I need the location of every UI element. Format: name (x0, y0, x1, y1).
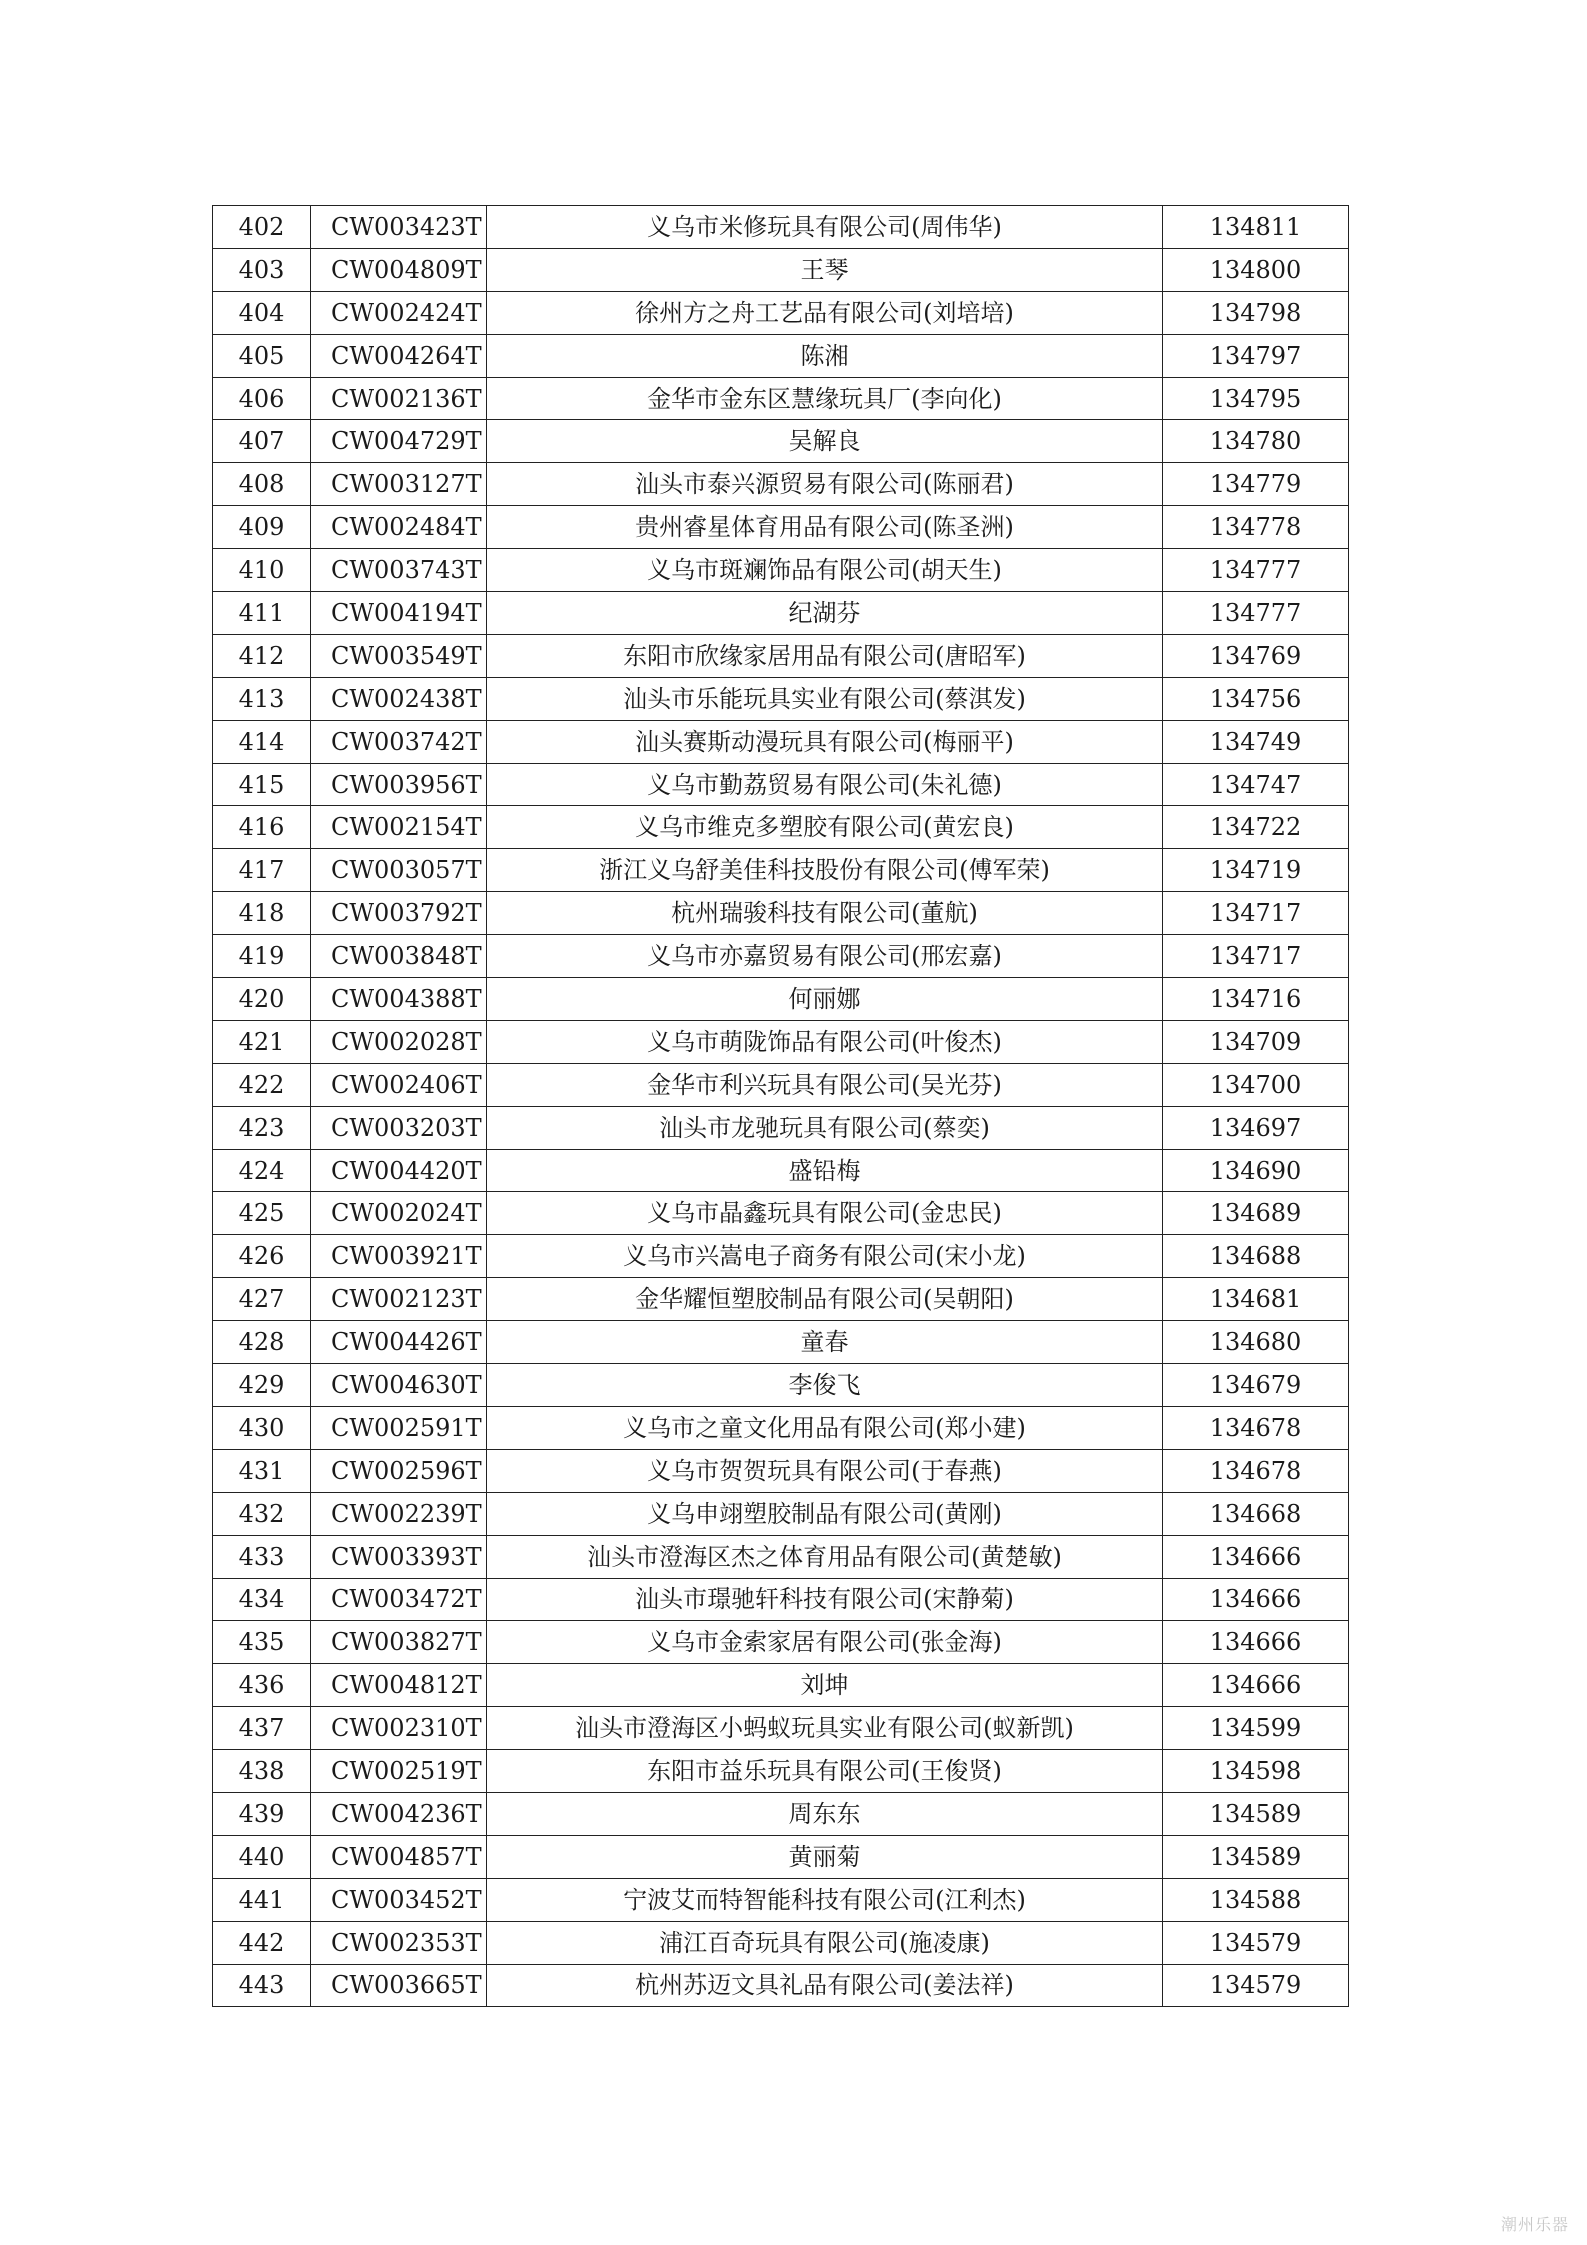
entry-code-cell: CW003549T (311, 634, 487, 677)
table-row (213, 1964, 1349, 2007)
score-cell: 134716 (1163, 978, 1349, 1021)
entrant-name-cell: 宁波艾而特智能科技有限公司(江利杰) (487, 1878, 1163, 1921)
score-cell: 134588 (1163, 1878, 1349, 1921)
table-row (213, 1492, 1349, 1535)
entrant-name-cell: 金华市金东区慧缘玩具厂(李向化) (487, 377, 1163, 420)
row-number-cell: 418 (213, 892, 311, 935)
score-cell: 134681 (1163, 1278, 1349, 1321)
table-row (213, 806, 1349, 849)
entry-code-cell: CW002484T (311, 506, 487, 549)
score-cell: 134719 (1163, 849, 1349, 892)
entry-code-cell: CW003743T (311, 549, 487, 592)
entry-code-cell: CW003393T (311, 1535, 487, 1578)
table-row (213, 1535, 1349, 1578)
score-cell: 134690 (1163, 1149, 1349, 1192)
entry-code-cell: CW003665T (311, 1964, 487, 2007)
row-number-cell: 432 (213, 1492, 311, 1535)
row-number-cell: 428 (213, 1321, 311, 1364)
entry-code-cell: CW003921T (311, 1235, 487, 1278)
entrant-name-cell: 义乌市金索家居有限公司(张金海) (487, 1621, 1163, 1664)
score-cell: 134679 (1163, 1364, 1349, 1407)
score-cell: 134678 (1163, 1449, 1349, 1492)
table-row (213, 291, 1349, 334)
entry-code-cell: CW004426T (311, 1321, 487, 1364)
table-row (213, 677, 1349, 720)
entry-code-cell: CW003472T (311, 1578, 487, 1621)
row-number-cell: 421 (213, 1020, 311, 1063)
entry-code-cell: CW002239T (311, 1492, 487, 1535)
row-number-cell: 409 (213, 506, 311, 549)
entry-code-cell: CW004630T (311, 1364, 487, 1407)
table-row (213, 377, 1349, 420)
table-row (213, 849, 1349, 892)
entrant-name-cell: 何丽娜 (487, 978, 1163, 1021)
entry-code-cell: CW002519T (311, 1750, 487, 1793)
entry-code-cell: CW004812T (311, 1664, 487, 1707)
table-row (213, 248, 1349, 291)
entry-code-cell: CW004729T (311, 420, 487, 463)
table-row (213, 549, 1349, 592)
score-cell: 134778 (1163, 506, 1349, 549)
score-cell: 134599 (1163, 1707, 1349, 1750)
table-row (213, 1878, 1349, 1921)
entrant-name-cell: 汕头市璟驰轩科技有限公司(宋静菊) (487, 1578, 1163, 1621)
entrant-name-cell: 汕头市澄海区杰之体育用品有限公司(黄楚敏) (487, 1535, 1163, 1578)
entrant-name-cell: 吴解良 (487, 420, 1163, 463)
entry-code-cell: CW003203T (311, 1106, 487, 1149)
row-number-cell: 437 (213, 1707, 311, 1750)
entrant-name-cell: 杭州瑞骏科技有限公司(董航) (487, 892, 1163, 935)
row-number-cell: 436 (213, 1664, 311, 1707)
row-number-cell: 422 (213, 1063, 311, 1106)
row-number-cell: 405 (213, 334, 311, 377)
table-row (213, 592, 1349, 635)
entrant-name-cell: 义乌市勤荔贸易有限公司(朱礼德) (487, 763, 1163, 806)
table-row (213, 935, 1349, 978)
table-row (213, 1321, 1349, 1364)
score-cell: 134798 (1163, 291, 1349, 334)
entrant-name-cell: 汕头市澄海区小蚂蚁玩具实业有限公司(蚁新凯) (487, 1707, 1163, 1750)
table-row (213, 1707, 1349, 1750)
row-number-cell: 402 (213, 206, 311, 249)
row-number-cell: 439 (213, 1792, 311, 1835)
entry-code-cell: CW004236T (311, 1792, 487, 1835)
table-row (213, 1664, 1349, 1707)
table-row (213, 1621, 1349, 1664)
row-number-cell: 438 (213, 1750, 311, 1793)
entrant-name-cell: 义乌市斑斓饰品有限公司(胡天生) (487, 549, 1163, 592)
entrant-name-cell: 杭州苏迈文具礼品有限公司(姜法祥) (487, 1964, 1163, 2007)
table-row (213, 1792, 1349, 1835)
table-row (213, 634, 1349, 677)
score-cell: 134666 (1163, 1535, 1349, 1578)
entrant-name-cell: 浙江义乌舒美佳科技股份有限公司(傅军荣) (487, 849, 1163, 892)
entry-code-cell: CW002406T (311, 1063, 487, 1106)
entry-code-cell: CW004194T (311, 592, 487, 635)
entrant-name-cell: 东阳市益乐玩具有限公司(王俊贤) (487, 1750, 1163, 1793)
entrant-name-cell: 黄丽菊 (487, 1835, 1163, 1878)
row-number-cell: 423 (213, 1106, 311, 1149)
score-cell: 134777 (1163, 549, 1349, 592)
score-cell: 134589 (1163, 1835, 1349, 1878)
entrant-name-cell: 汕头市龙驰玩具有限公司(蔡奕) (487, 1106, 1163, 1149)
row-number-cell: 433 (213, 1535, 311, 1578)
score-cell: 134797 (1163, 334, 1349, 377)
entrant-name-cell: 纪湖芬 (487, 592, 1163, 635)
score-cell: 134579 (1163, 1921, 1349, 1964)
entry-code-cell: CW003792T (311, 892, 487, 935)
entrant-name-cell: 徐州方之舟工艺品有限公司(刘培培) (487, 291, 1163, 334)
entry-code-cell: CW003452T (311, 1878, 487, 1921)
entry-code-cell: CW002353T (311, 1921, 487, 1964)
table-row (213, 1406, 1349, 1449)
entrant-name-cell: 童春 (487, 1321, 1163, 1364)
table-row (213, 720, 1349, 763)
row-number-cell: 443 (213, 1964, 311, 2007)
table-row (213, 1149, 1349, 1192)
entrant-name-cell: 贵州睿星体育用品有限公司(陈圣洲) (487, 506, 1163, 549)
ranking-table-body (213, 206, 1349, 2007)
entry-code-cell: CW003848T (311, 935, 487, 978)
entrant-name-cell: 刘坤 (487, 1664, 1163, 1707)
entrant-name-cell: 陈湘 (487, 334, 1163, 377)
table-row (213, 506, 1349, 549)
entrant-name-cell: 义乌申翊塑胶制品有限公司(黄刚) (487, 1492, 1163, 1535)
entry-code-cell: CW004388T (311, 978, 487, 1021)
row-number-cell: 416 (213, 806, 311, 849)
entrant-name-cell: 浦江百奇玩具有限公司(施凌康) (487, 1921, 1163, 1964)
row-number-cell: 434 (213, 1578, 311, 1621)
table-row (213, 1750, 1349, 1793)
entrant-name-cell: 盛铅梅 (487, 1149, 1163, 1192)
row-number-cell: 408 (213, 463, 311, 506)
table-row (213, 334, 1349, 377)
score-cell: 134795 (1163, 377, 1349, 420)
score-cell: 134589 (1163, 1792, 1349, 1835)
row-number-cell: 407 (213, 420, 311, 463)
row-number-cell: 410 (213, 549, 311, 592)
score-cell: 134688 (1163, 1235, 1349, 1278)
entrant-name-cell: 义乌市之童文化用品有限公司(郑小建) (487, 1406, 1163, 1449)
entrant-name-cell: 王琴 (487, 248, 1163, 291)
entrant-name-cell: 周东东 (487, 1792, 1163, 1835)
row-number-cell: 429 (213, 1364, 311, 1407)
score-cell: 134780 (1163, 420, 1349, 463)
entry-code-cell: CW004420T (311, 1149, 487, 1192)
row-number-cell: 441 (213, 1878, 311, 1921)
row-number-cell: 406 (213, 377, 311, 420)
entry-code-cell: CW003057T (311, 849, 487, 892)
row-number-cell: 426 (213, 1235, 311, 1278)
score-cell: 134700 (1163, 1063, 1349, 1106)
row-number-cell: 415 (213, 763, 311, 806)
row-number-cell: 412 (213, 634, 311, 677)
table-row (213, 1063, 1349, 1106)
table-row (213, 763, 1349, 806)
watermark: 潮州乐器 (1500, 2215, 1569, 2234)
row-number-cell: 419 (213, 935, 311, 978)
row-number-cell: 411 (213, 592, 311, 635)
entry-code-cell: CW002596T (311, 1449, 487, 1492)
entry-code-cell: CW003742T (311, 720, 487, 763)
entry-code-cell: CW003127T (311, 463, 487, 506)
score-cell: 134598 (1163, 1750, 1349, 1793)
entrant-name-cell: 义乌市兴嵩电子商务有限公司(宋小龙) (487, 1235, 1163, 1278)
entrant-name-cell: 义乌市萌陇饰品有限公司(叶俊杰) (487, 1020, 1163, 1063)
table-row (213, 1020, 1349, 1063)
score-cell: 134722 (1163, 806, 1349, 849)
score-cell: 134666 (1163, 1621, 1349, 1664)
entry-code-cell: CW002310T (311, 1707, 487, 1750)
score-cell: 134749 (1163, 720, 1349, 763)
table-row (213, 892, 1349, 935)
entrant-name-cell: 义乌市亦嘉贸易有限公司(邢宏嘉) (487, 935, 1163, 978)
table-row (213, 1364, 1349, 1407)
row-number-cell: 414 (213, 720, 311, 763)
entrant-name-cell: 义乌市贺贺玩具有限公司(于春燕) (487, 1449, 1163, 1492)
row-number-cell: 403 (213, 248, 311, 291)
entry-code-cell: CW004264T (311, 334, 487, 377)
table-row (213, 463, 1349, 506)
table-row (213, 206, 1349, 249)
table-row (213, 1835, 1349, 1878)
entrant-name-cell: 汕头市泰兴源贸易有限公司(陈丽君) (487, 463, 1163, 506)
score-cell: 134811 (1163, 206, 1349, 249)
entry-code-cell: CW002424T (311, 291, 487, 334)
score-cell: 134800 (1163, 248, 1349, 291)
entry-code-cell: CW002591T (311, 1406, 487, 1449)
row-number-cell: 427 (213, 1278, 311, 1321)
row-number-cell: 424 (213, 1149, 311, 1192)
entry-code-cell: CW004857T (311, 1835, 487, 1878)
entrant-name-cell: 东阳市欣缘家居用品有限公司(唐昭军) (487, 634, 1163, 677)
entry-code-cell: CW002136T (311, 377, 487, 420)
entrant-name-cell: 李俊飞 (487, 1364, 1163, 1407)
table-row (213, 978, 1349, 1021)
row-number-cell: 430 (213, 1406, 311, 1449)
score-cell: 134777 (1163, 592, 1349, 635)
entrant-name-cell: 义乌市维克多塑胶有限公司(黄宏良) (487, 806, 1163, 849)
entry-code-cell: CW002028T (311, 1020, 487, 1063)
row-number-cell: 425 (213, 1192, 311, 1235)
score-cell: 134680 (1163, 1321, 1349, 1364)
row-number-cell: 442 (213, 1921, 311, 1964)
entrant-name-cell: 汕头市乐能玩具实业有限公司(蔡淇发) (487, 677, 1163, 720)
score-cell: 134717 (1163, 935, 1349, 978)
score-cell: 134747 (1163, 763, 1349, 806)
row-number-cell: 420 (213, 978, 311, 1021)
table-row (213, 1278, 1349, 1321)
entry-code-cell: CW004809T (311, 248, 487, 291)
table-row (213, 1449, 1349, 1492)
table-row (213, 420, 1349, 463)
row-number-cell: 435 (213, 1621, 311, 1664)
entry-code-cell: CW003956T (311, 763, 487, 806)
entrant-name-cell: 义乌市米修玩具有限公司(周伟华) (487, 206, 1163, 249)
entrant-name-cell: 汕头赛斯动漫玩具有限公司(梅丽平) (487, 720, 1163, 763)
score-cell: 134697 (1163, 1106, 1349, 1149)
score-cell: 134769 (1163, 634, 1349, 677)
row-number-cell: 404 (213, 291, 311, 334)
score-cell: 134756 (1163, 677, 1349, 720)
table-row (213, 1192, 1349, 1235)
row-number-cell: 440 (213, 1835, 311, 1878)
score-cell: 134678 (1163, 1406, 1349, 1449)
entrant-name-cell: 义乌市晶鑫玩具有限公司(金忠民) (487, 1192, 1163, 1235)
entry-code-cell: CW002438T (311, 677, 487, 720)
score-cell: 134709 (1163, 1020, 1349, 1063)
score-cell: 134579 (1163, 1964, 1349, 2007)
score-cell: 134668 (1163, 1492, 1349, 1535)
entrant-name-cell: 金华市利兴玩具有限公司(吴光芬) (487, 1063, 1163, 1106)
ranking-table (212, 205, 1349, 2007)
entry-code-cell: CW002154T (311, 806, 487, 849)
table-row (213, 1578, 1349, 1621)
row-number-cell: 431 (213, 1449, 311, 1492)
row-number-cell: 413 (213, 677, 311, 720)
score-cell: 134717 (1163, 892, 1349, 935)
score-cell: 134779 (1163, 463, 1349, 506)
entry-code-cell: CW003423T (311, 206, 487, 249)
score-cell: 134689 (1163, 1192, 1349, 1235)
score-cell: 134666 (1163, 1664, 1349, 1707)
entry-code-cell: CW002024T (311, 1192, 487, 1235)
row-number-cell: 417 (213, 849, 311, 892)
table-row (213, 1106, 1349, 1149)
entry-code-cell: CW002123T (311, 1278, 487, 1321)
table-row (213, 1921, 1349, 1964)
score-cell: 134666 (1163, 1578, 1349, 1621)
entrant-name-cell: 金华耀恒塑胶制品有限公司(吴朝阳) (487, 1278, 1163, 1321)
entry-code-cell: CW003827T (311, 1621, 487, 1664)
table-row (213, 1235, 1349, 1278)
